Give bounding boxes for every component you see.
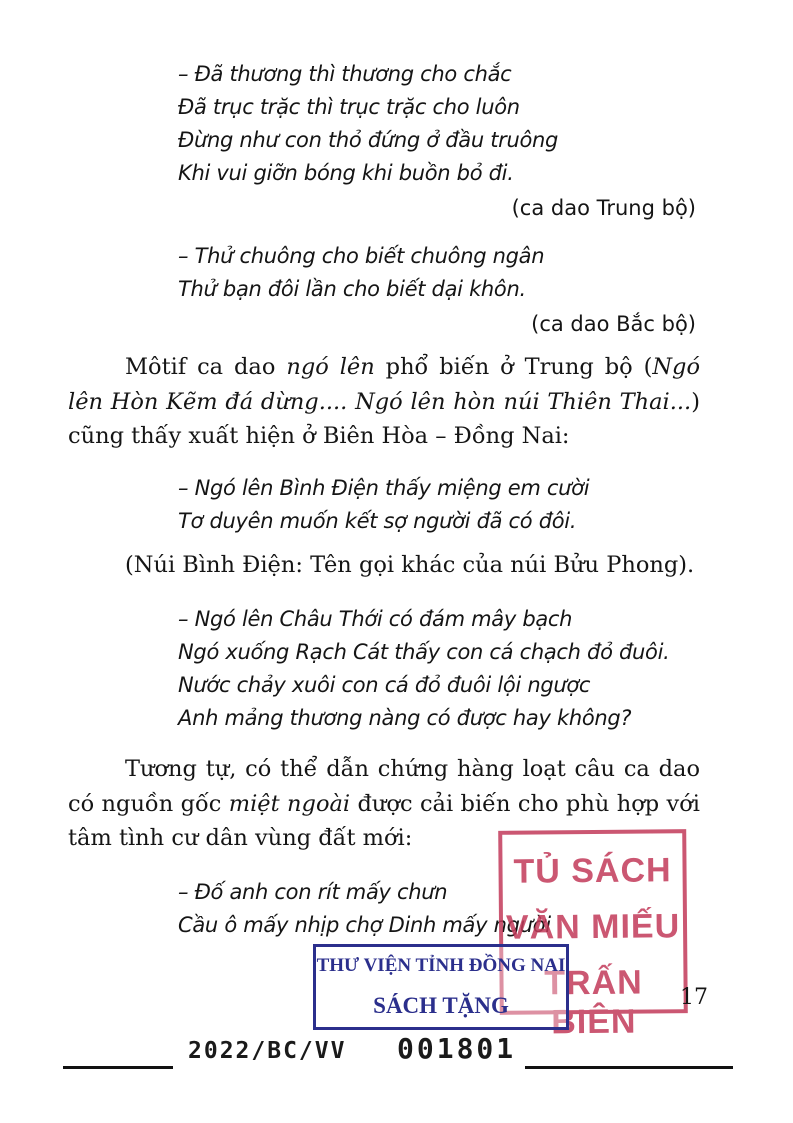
verse-block-2 <box>178 240 544 306</box>
library-stamp <box>313 944 569 1030</box>
divider-line <box>63 1066 173 1069</box>
emphasis-text: miệt ngoài <box>228 790 351 817</box>
stamp-line: VĂN MIẾU <box>505 907 681 947</box>
stamp-line: TRẤN BIÊN <box>544 963 643 1042</box>
page-number: 17 <box>680 985 708 1010</box>
verse-line: – Ngó lên Bình Điện thấy miệng em cười <box>178 476 590 500</box>
verse-line: Anh mảng thương nàng có được hay không? <box>178 706 632 730</box>
paragraph-text: Tương tự, có thể dẫn chứng hàng loạt câu ca dao có nguồn gốc <box>68 756 700 817</box>
paragraph-motif <box>68 350 700 454</box>
verse-attribution: (ca dao Bắc bộ) <box>531 312 696 336</box>
verse-line: – Đã thương thì thương cho chắc <box>178 62 512 86</box>
emphasis-text: ngó lên <box>286 354 375 380</box>
verse-attribution: (ca dao Trung bộ) <box>511 196 696 220</box>
verse-block-3 <box>178 472 589 538</box>
verse-block-5 <box>178 876 551 942</box>
verse-line: Cầu ô mấy nhịp chợ Dinh mấy người <box>178 913 551 937</box>
verse-line: Đã trục trặc thì trục trặc cho luôn <box>178 95 520 119</box>
verse-block-1 <box>178 58 558 190</box>
verse-line: Khi vui giỡn bóng khi buồn bỏ đi. <box>178 161 514 185</box>
verse-line: Ngó xuống Rạch Cát thấy con cá chạch đỏ đuôi. <box>178 640 670 664</box>
verse-line: Đừng như con thỏ đứng ở đầu truông <box>178 128 559 152</box>
accession-code: 2022/BC/VV <box>188 1038 347 1064</box>
stamp-line: SÁCH TẶNG <box>373 993 509 1018</box>
accession-number: 001801 <box>397 1032 517 1065</box>
verse-line: Tơ duyên muốn kết sợ người đã có đôi. <box>178 509 577 533</box>
stamp-line: THƯ VIỆN TỈNH ĐỒNG NAI <box>316 955 566 976</box>
verse-line: – Đố anh con rít mấy chưn <box>178 880 448 904</box>
verse-block-4 <box>178 603 670 735</box>
verse-line: Nước chảy xuôi con cá đỏ đuôi lội ngược <box>178 673 591 697</box>
divider-line <box>525 1066 733 1069</box>
paragraph-text: ) cũng thấy xuất hiện ở Biên Hòa – Đồng Nai: <box>68 388 700 449</box>
emphasis-text: Ngó lên Hòn Kẽm đá dừng.... Ngó lên hòn núi Thiên Thai... <box>68 354 700 415</box>
paragraph-text: phổ biến ở Trung bộ ( <box>374 354 653 380</box>
verse-line: – Ngó lên Châu Thới có đám mây bạch <box>178 607 573 631</box>
paragraph-text: được cải biến cho phù hợp với tâm tình cư dân vùng đất mới: <box>68 790 700 851</box>
paragraph-text: Môtif ca dao <box>125 354 287 380</box>
verse-line: Thử bạn đôi lần cho biết dại khôn. <box>178 277 526 301</box>
verse-line: – Thử chuông cho biết chuông ngân <box>178 244 545 268</box>
footnote-line: (Núi Bình Điện: Tên gọi khác của núi Bửu Phong). <box>125 552 695 578</box>
stamp-line: TỦ SÁCH <box>513 851 672 891</box>
